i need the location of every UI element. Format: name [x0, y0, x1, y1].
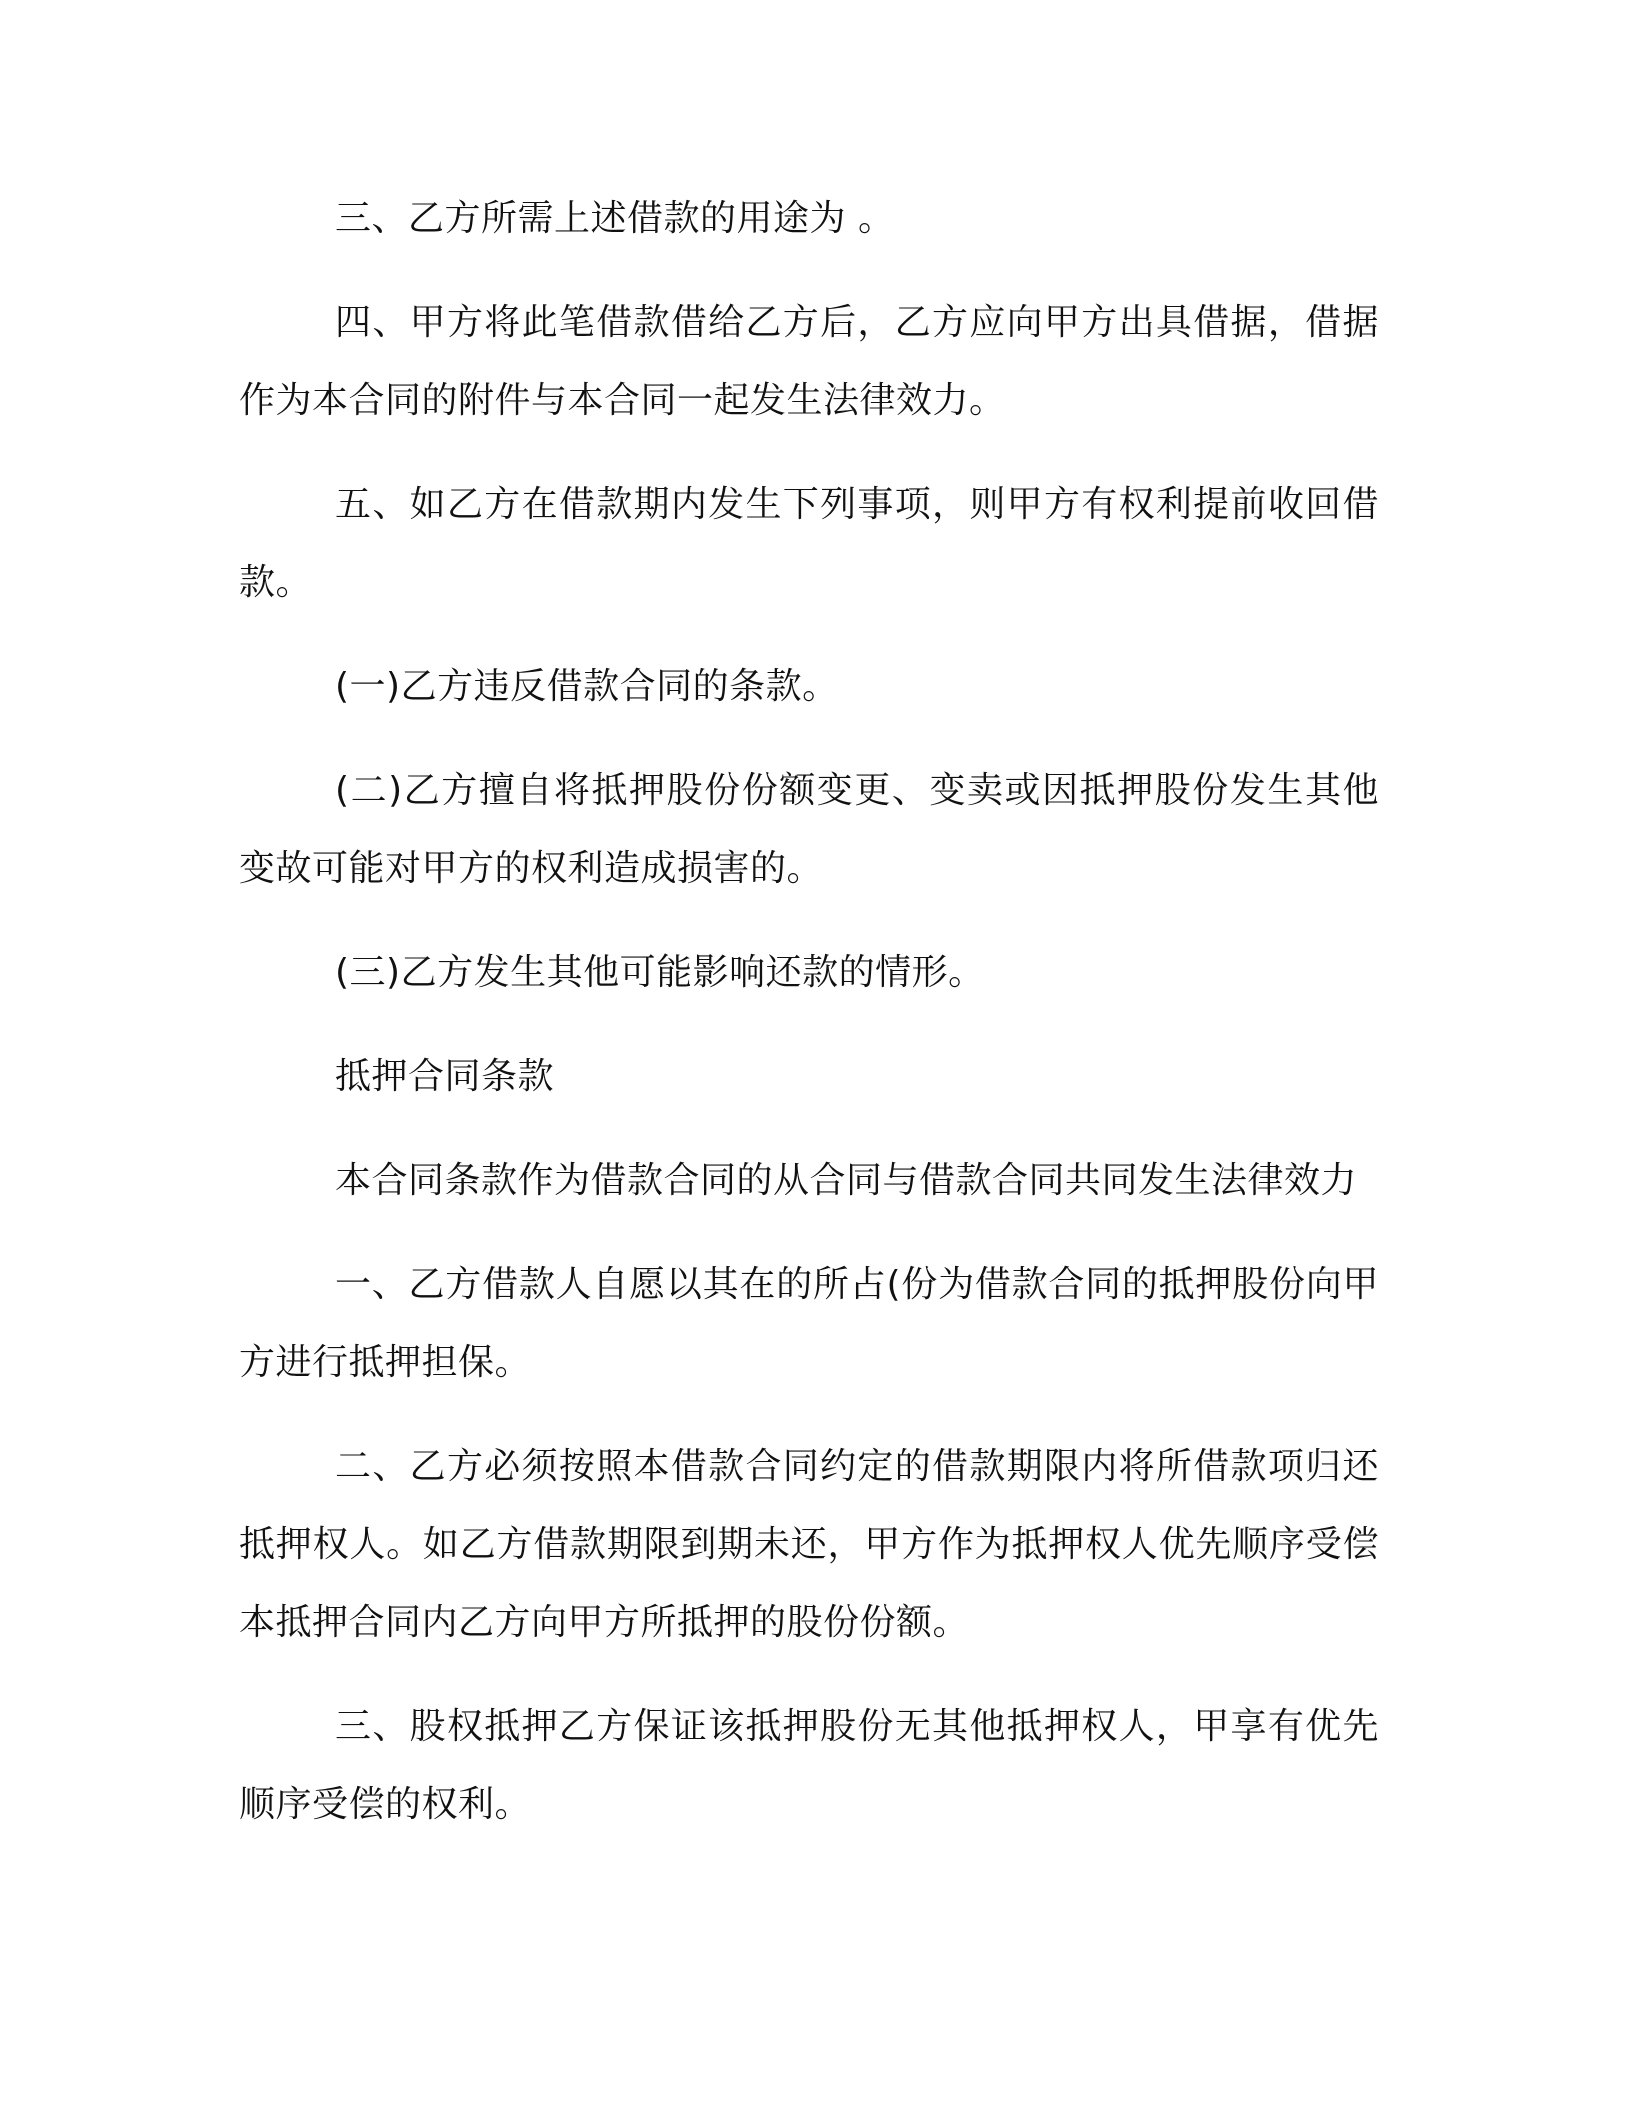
clause-paragraph: 本合同条款作为借款合同的从合同与借款合同共同发生法律效力: [335, 1160, 1358, 1201]
sub-clause-paragraph: (二)乙方擅自将抵押股份份额变更、变卖或因抵押股份发生其他变故可能对甲方的权利造成损害的。: [239, 770, 1379, 889]
clause-paragraph: 二、乙方必须按照本借款合同约定的借款期限内将所借款项归还抵押权人。如乙方借款期限到期未还，甲方作为抵押权人优先顺序受偿本抵押合同内乙方向甲方所抵押的股份份额。: [239, 1446, 1379, 1643]
clause-paragraph: 四、甲方将此笔借款借给乙方后，乙方应向甲方出具借据，借据作为本合同的附件与本合同一起发生法律效力。: [239, 302, 1379, 421]
clause-paragraph: 一、乙方借款人自愿以其在的所占(份为借款合同的抵押股份向甲方进行抵押担保。: [239, 1264, 1379, 1383]
sub-clause-paragraph: (一)乙方违反借款合同的条款。: [335, 666, 839, 707]
clause-paragraph: 三、股权抵押乙方保证该抵押股份无其他抵押权人，甲享有优先顺序受偿的权利。: [239, 1706, 1379, 1825]
sub-clause-paragraph: (三)乙方发生其他可能影响还款的情形。: [335, 952, 985, 993]
contract-body: [239, 180, 1379, 1844]
section-heading: 抵押合同条款: [335, 1056, 555, 1097]
clause-paragraph: 五、如乙方在借款期内发生下列事项，则甲方有权利提前收回借款。: [239, 484, 1379, 603]
clause-paragraph: 三、乙方所需上述借款的用途为 。: [335, 198, 895, 239]
